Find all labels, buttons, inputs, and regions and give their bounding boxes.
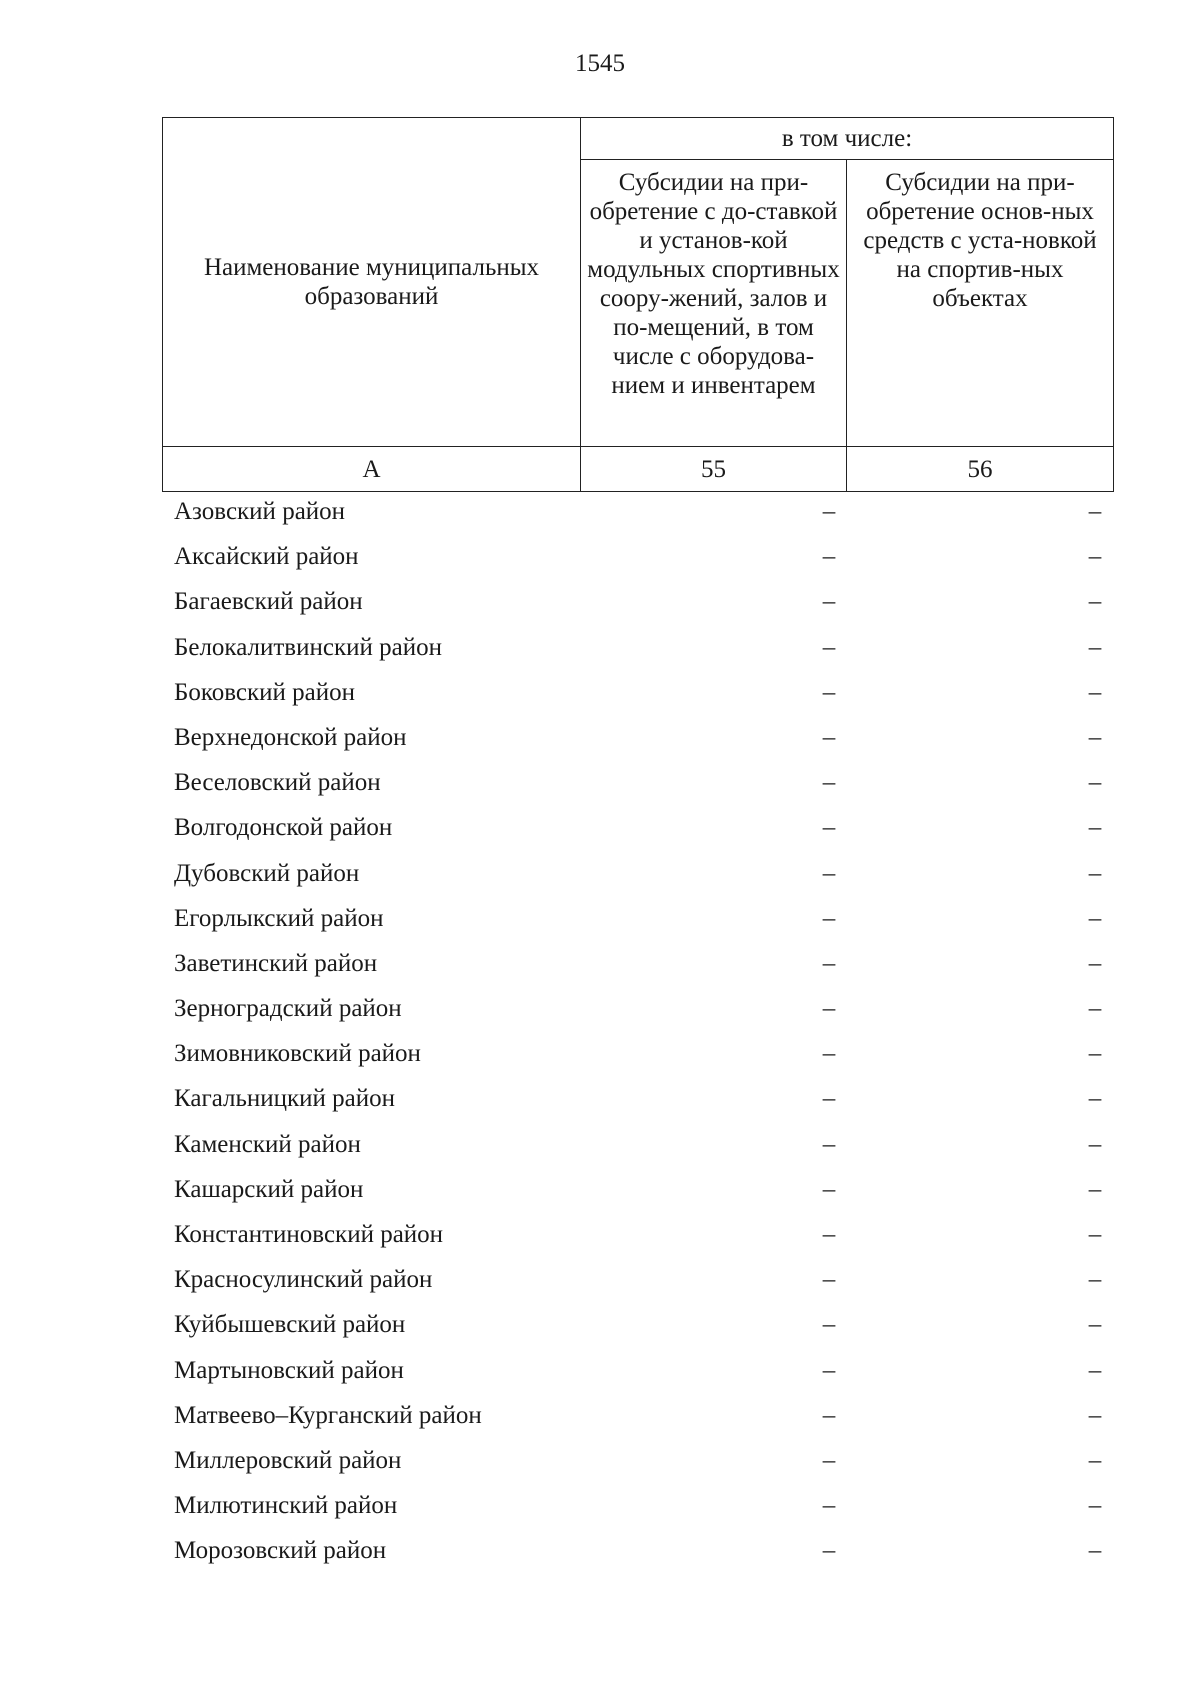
value-col-56: – [1088,1175,1102,1203]
header-index-a: А [163,447,581,492]
value-col-56: – [1088,814,1102,842]
header-index-56: 56 [847,447,1114,492]
table-row [174,715,1112,760]
value-col-55: – [822,1130,836,1158]
value-col-56: – [1088,543,1102,571]
value-col-55: – [822,1221,836,1248]
value-col-55: – [822,588,836,616]
value-col-56: – [1088,1446,1102,1474]
value-col-56: – [1088,1085,1102,1113]
table-row [174,1393,1112,1438]
table-row [174,805,1112,850]
municipality-list [174,489,1112,1574]
table-row [174,896,1112,941]
table-row [174,1257,1112,1302]
municipality-name: Дубовский район [174,859,360,887]
value-col-55: – [822,1311,836,1339]
value-col-55: – [822,949,836,977]
table-row [174,1483,1112,1528]
table-row [174,1076,1112,1121]
value-col-55: – [822,1085,836,1113]
value-col-55: – [822,723,836,751]
value-col-56: – [1088,859,1102,887]
value-col-55: – [822,1266,836,1294]
municipality-name: Боковский район [174,678,355,706]
table-row [174,670,1112,715]
municipality-name: Морозовский район [174,1537,387,1565]
value-col-55: – [822,633,836,661]
municipality-name: Егорлыкский район [174,904,384,932]
table-row [174,625,1112,670]
value-col-55: – [822,1492,836,1520]
page-number: 1545 [575,50,625,77]
table-row [174,1348,1112,1393]
municipality-name: Кагальницкий район [174,1085,396,1113]
table-row [174,986,1112,1031]
table-row [174,760,1112,805]
table-row [174,1212,1112,1257]
municipality-name: Веселовский район [174,769,381,797]
municipality-name: Красносулинский район [174,1266,433,1294]
value-col-56: – [1088,904,1102,932]
value-col-56: – [1088,633,1102,661]
value-col-56: – [1088,1266,1102,1294]
municipality-name: Зимовниковский район [174,1040,421,1068]
table-row [174,1302,1112,1347]
municipality-name: Багаевский район [174,588,363,616]
municipality-name: Матвеево–Курганский район [174,1401,482,1429]
municipality-name: Белокалитвинский район [174,633,442,661]
value-col-56: – [1088,723,1102,751]
table-row [174,1528,1112,1573]
value-col-55: – [822,1401,836,1429]
municipality-name: Зерноградский район [174,995,402,1023]
value-col-55: – [822,543,836,571]
municipality-name: Мартыновский район [174,1356,404,1384]
table-row [174,1122,1112,1167]
value-col-56: – [1088,769,1102,797]
value-col-56: – [1088,949,1102,977]
table-row [174,489,1112,534]
value-col-56: – [1088,1401,1102,1429]
table-header [162,117,1114,492]
value-col-56: – [1088,1130,1102,1158]
table-row [174,941,1112,986]
value-col-56: – [1088,1040,1102,1068]
value-col-55: – [822,1175,836,1203]
table-row [174,1031,1112,1076]
header-group-label: в том числе: [581,118,1114,160]
municipality-name: Милютинский район [174,1492,398,1520]
municipality-name: Каменский район [174,1130,361,1158]
value-col-56: – [1088,678,1102,706]
header-name-column: Наименование муниципальных образований [163,118,581,447]
value-col-55: – [822,995,836,1023]
municipality-name: Заветинский район [174,949,378,977]
value-col-55: – [822,814,836,842]
header-col-55-title: Субсидии на при-обретение с до-ставкой и установ-кой модульных спортивных соору-жений, залов и по-мещений, в том числе с оборудова-нием и инвентарем [581,160,847,447]
table-row [174,534,1112,579]
value-col-56: – [1088,498,1102,525]
value-col-55: – [822,859,836,887]
municipality-name: Куйбышевский район [174,1311,406,1339]
municipality-name: Кашарский район [174,1175,364,1203]
value-col-55: – [822,1356,836,1384]
municipality-name: Миллеровский район [174,1446,402,1474]
municipality-name: Аксайский район [174,543,359,571]
municipality-name: Волгодонской район [174,814,393,842]
table-row [174,579,1112,624]
municipality-name: Азовский район [174,498,346,525]
value-col-55: – [822,678,836,706]
value-col-56: – [1088,1356,1102,1384]
header-index-55: 55 [581,447,847,492]
value-col-56: – [1088,1492,1102,1520]
value-col-55: – [822,904,836,932]
municipality-name: Константиновский район [174,1221,444,1248]
value-col-56: – [1088,588,1102,616]
value-col-55: – [822,769,836,797]
header-col-56-title: Субсидии на при-обретение основ-ных средств с уста-новкой на спортив-ных объектах [847,160,1114,447]
value-col-56: – [1088,1311,1102,1339]
value-col-55: – [822,1446,836,1474]
value-col-55: – [822,1040,836,1068]
value-col-56: – [1088,1221,1102,1248]
table-row [174,1167,1112,1212]
value-col-55: – [822,1537,836,1565]
value-col-55: – [822,498,836,525]
table-row [174,1438,1112,1483]
value-col-56: – [1088,995,1102,1023]
value-col-56: – [1088,1537,1102,1565]
table-row [174,851,1112,896]
municipality-name: Верхнедонской район [174,723,407,751]
